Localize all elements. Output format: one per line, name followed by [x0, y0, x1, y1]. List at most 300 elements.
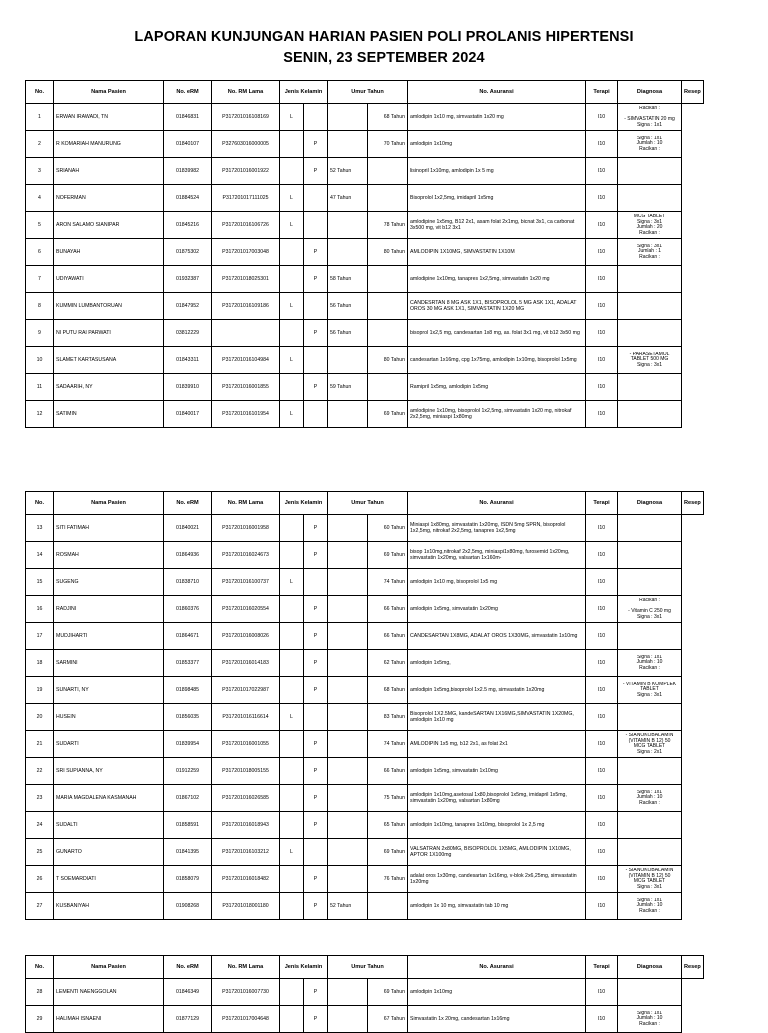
age-left	[328, 158, 368, 185]
age-right-text: 80 Tahun	[383, 249, 405, 255]
prescription	[618, 623, 682, 650]
diagnosis	[586, 839, 618, 866]
diagnosis-text: I10	[597, 552, 606, 558]
header-nama-pasien: Nama Pasien	[54, 492, 164, 515]
erm-number	[164, 542, 212, 569]
patient-name	[54, 623, 164, 650]
therapy	[408, 569, 586, 596]
erm-number-text: 01843311	[176, 357, 199, 363]
row-number-text: 21	[36, 741, 43, 747]
gender-female	[304, 596, 328, 623]
erm-number	[164, 212, 212, 239]
age-left	[328, 866, 368, 893]
prescription-text: - PARASETAMOL TABLET 500 MG Signa : 3x1	[629, 351, 670, 368]
age-left	[328, 401, 368, 428]
age-left-text: 59 Tahun	[330, 384, 352, 390]
header-jenis-kelamin: Jenis Kelamin	[280, 492, 328, 515]
erm-number-text: 01853377	[175, 660, 200, 666]
prescription-text: Signa : 1x1 Jumlah : 10 Racikan :	[636, 1010, 663, 1027]
old-rm-number-text: P317201016001958	[222, 525, 269, 531]
erm-number	[164, 239, 212, 266]
therapy	[408, 785, 586, 812]
gender-male	[280, 347, 304, 374]
patient-name-text: BUNAYAH	[56, 249, 81, 255]
old-rm-number-text: P317201016104984	[222, 357, 269, 363]
age-left	[328, 650, 368, 677]
gender-male-text: L	[290, 114, 293, 120]
diagnosis-text: I10	[597, 222, 606, 228]
gender-female-text: P	[313, 141, 318, 147]
age-left	[328, 347, 368, 374]
old-rm-number	[212, 623, 280, 650]
age-left	[328, 293, 368, 320]
erm-number	[164, 623, 212, 650]
erm-number-text: 01845216	[175, 222, 200, 228]
gender-male	[280, 401, 304, 428]
gender-female-text: P	[313, 660, 318, 666]
row-number	[26, 104, 54, 131]
diagnosis-text: I10	[597, 606, 606, 612]
therapy	[408, 320, 586, 347]
diagnosis	[586, 704, 618, 731]
age-left	[328, 374, 368, 401]
gender-female	[304, 812, 328, 839]
table-header-row	[26, 81, 704, 104]
row-number	[26, 212, 54, 239]
gender-female	[304, 212, 328, 239]
age-right-text: 74 Tahun	[383, 579, 405, 585]
age-right	[368, 839, 408, 866]
age-left	[328, 131, 368, 158]
header-resep: Resep	[682, 81, 704, 104]
patient-name-text: T SOEMARDIATI	[56, 876, 96, 882]
table-row	[26, 542, 704, 569]
patient-name	[54, 185, 164, 212]
visit-table-page-1	[25, 80, 704, 428]
row-number	[26, 374, 54, 401]
row-number-text: 20	[36, 714, 43, 720]
diagnosis-text: I10	[597, 822, 606, 828]
patient-name	[54, 785, 164, 812]
erm-number-text: 01858079	[175, 876, 200, 882]
diagnosis-text: I10	[597, 525, 606, 531]
header-no-erm: No. eRM	[164, 81, 212, 104]
diagnosis	[586, 104, 618, 131]
prescription-text: - SIANOKOBALAMIN (VITAMIN B 12) 50 MCG TABLET Signa : 2x1	[625, 733, 674, 755]
patient-name	[54, 731, 164, 758]
row-number	[26, 758, 54, 785]
row-number-text: 22	[36, 768, 43, 774]
age-right	[368, 979, 408, 1006]
therapy-text: amlodipine 1x10mg, bisoprolol 1x2,5mg, simvastatin 1x20 mg, nitrokaf 2x2,5mg, miniaspi 1x80mg	[410, 408, 572, 420]
age-right-text: 66 Tahun	[383, 633, 405, 639]
therapy	[408, 704, 586, 731]
patient-name	[54, 839, 164, 866]
old-rm-number	[212, 515, 280, 542]
diagnosis-text: I10	[597, 768, 606, 774]
patient-name	[54, 212, 164, 239]
erm-number	[164, 185, 212, 212]
age-left	[328, 893, 368, 920]
patient-name-text: ERWAN IRAWADI, TN	[56, 114, 108, 120]
therapy	[408, 758, 586, 785]
old-rm-number	[212, 677, 280, 704]
prescription	[618, 758, 682, 785]
row-number	[26, 266, 54, 293]
row-number	[26, 596, 54, 623]
age-right	[368, 785, 408, 812]
diagnosis	[586, 623, 618, 650]
erm-number-text: 01840021	[175, 525, 200, 531]
erm-number-text: 01912259	[175, 768, 200, 774]
erm-number	[164, 650, 212, 677]
age-right	[368, 866, 408, 893]
therapy	[408, 401, 586, 428]
erm-number-text: 01841395	[175, 849, 200, 855]
row-number	[26, 293, 54, 320]
row-number-text: 3	[38, 168, 41, 174]
patient-name	[54, 758, 164, 785]
gender-male	[280, 812, 304, 839]
therapy	[408, 131, 586, 158]
age-right-text: 68 Tahun	[383, 114, 405, 120]
gender-male	[280, 158, 304, 185]
age-right-text: 80 Tahun	[383, 357, 405, 363]
age-right	[368, 131, 408, 158]
table-row	[26, 374, 704, 401]
prescription	[618, 131, 682, 158]
therapy	[408, 239, 586, 266]
patient-name	[54, 239, 164, 266]
therapy	[408, 158, 586, 185]
old-rm-number	[212, 596, 280, 623]
patient-name-text: RADJINI	[56, 606, 77, 612]
header-resep: Resep	[682, 492, 704, 515]
old-rm-number	[212, 158, 280, 185]
table-row	[26, 650, 704, 677]
age-right	[368, 347, 408, 374]
patient-name-text: ROSMAH	[56, 552, 79, 558]
table-row	[26, 401, 704, 428]
old-rm-number-text: P317201018005155	[222, 768, 269, 774]
old-rm-number	[212, 812, 280, 839]
age-left	[328, 185, 368, 212]
header-nama-pasien: Nama Pasien	[54, 81, 164, 104]
table-row	[26, 212, 704, 239]
therapy-text: amlodipin 1x5mg, simvastatin 1x20mg	[410, 606, 498, 612]
old-rm-number-text: P317201017111025	[222, 195, 269, 201]
row-number-text: 7	[38, 276, 41, 282]
gender-female	[304, 650, 328, 677]
gender-male-text: L	[290, 411, 293, 417]
therapy	[408, 596, 586, 623]
age-right	[368, 185, 408, 212]
therapy-text: adalat oros 1x30mg, candesartan 1x16mg, v-blok 2x6,25mg, simvastatin 1x20mg	[410, 873, 577, 885]
prescription	[618, 596, 682, 623]
patient-name-text: SUDARTI	[56, 741, 79, 747]
gender-male	[280, 650, 304, 677]
patient-name	[54, 677, 164, 704]
old-rm-number	[212, 104, 280, 131]
prescription-text: Signa : 3x1 Jumlah : 1 Racikan :	[636, 243, 663, 260]
age-right	[368, 677, 408, 704]
therapy	[408, 623, 586, 650]
gender-female	[304, 677, 328, 704]
gender-female-text: P	[313, 276, 318, 282]
diagnosis	[586, 650, 618, 677]
age-right	[368, 758, 408, 785]
gender-male	[280, 839, 304, 866]
patient-name	[54, 266, 164, 293]
old-rm-number	[212, 347, 280, 374]
row-number-text: 11	[36, 384, 43, 390]
row-number-text: 19	[36, 687, 43, 693]
gender-female	[304, 131, 328, 158]
prescription	[618, 104, 682, 131]
erm-number	[164, 374, 212, 401]
gender-female	[304, 785, 328, 812]
gender-male	[280, 569, 304, 596]
age-left-text: 56 Tahun	[330, 303, 352, 309]
erm-number-text: 01867102	[175, 795, 200, 801]
patient-name	[54, 347, 164, 374]
row-number	[26, 158, 54, 185]
gender-female	[304, 320, 328, 347]
row-number-text: 2	[38, 141, 41, 147]
gender-male-text: L	[290, 303, 293, 309]
patient-name-text: NI PUTU RAI PARWATI	[56, 330, 111, 336]
patient-name-text: SATIMIN	[56, 411, 77, 417]
erm-number-text: 01840107	[175, 141, 200, 147]
age-left	[328, 596, 368, 623]
header-umur-tahun: Umur Tahun	[328, 956, 408, 979]
age-right	[368, 812, 408, 839]
gender-female	[304, 704, 328, 731]
gender-female-text: P	[313, 633, 318, 639]
old-rm-number-text: P317201016101954	[222, 411, 269, 417]
diagnosis	[586, 596, 618, 623]
age-left	[328, 677, 368, 704]
diagnosis-text: I10	[597, 357, 606, 363]
erm-number-text: 01877129	[175, 1016, 200, 1022]
row-number	[26, 1006, 54, 1033]
row-number	[26, 979, 54, 1006]
row-number-text: 8	[38, 303, 41, 309]
diagnosis	[586, 758, 618, 785]
row-number-text: 15	[36, 579, 43, 585]
age-left	[328, 785, 368, 812]
prescription-text: Signa : 1x1 Jumlah : 10 Racikan :	[636, 789, 663, 806]
row-number	[26, 515, 54, 542]
therapy-text: lisinopril 1x10mg, amlodipin 1x 5 mg	[410, 168, 494, 174]
prescription	[618, 266, 682, 293]
age-right	[368, 293, 408, 320]
erm-number	[164, 401, 212, 428]
prescription-text: Signa : 1x1 Jumlah : 10 Racikan :	[636, 135, 663, 152]
old-rm-number	[212, 212, 280, 239]
erm-number	[164, 131, 212, 158]
erm-number	[164, 596, 212, 623]
gender-female-text: P	[313, 1016, 318, 1022]
row-number-text: 23	[36, 795, 43, 801]
age-left	[328, 839, 368, 866]
erm-number	[164, 731, 212, 758]
header-no: No.	[26, 81, 54, 104]
patient-name-text: GUNARTO	[56, 849, 82, 855]
diagnosis-text: I10	[597, 195, 606, 201]
visit-table-page-3	[25, 955, 704, 1033]
header-jenis-kelamin: Jenis Kelamin	[280, 81, 328, 104]
row-number	[26, 569, 54, 596]
therapy	[408, 812, 586, 839]
gender-male	[280, 1006, 304, 1033]
old-rm-number	[212, 893, 280, 920]
old-rm-number	[212, 374, 280, 401]
old-rm-number	[212, 839, 280, 866]
diagnosis	[586, 731, 618, 758]
gender-male	[280, 515, 304, 542]
age-left	[328, 542, 368, 569]
old-rm-number-text: P317201018025301	[222, 276, 269, 282]
age-left	[328, 320, 368, 347]
old-rm-number-text: P317201018001180	[222, 903, 269, 909]
old-rm-number-text: P317201016018482	[222, 876, 269, 882]
gender-male	[280, 596, 304, 623]
header-resep: Resep	[682, 956, 704, 979]
row-number-text: 29	[36, 1016, 43, 1022]
patient-name	[54, 542, 164, 569]
patient-name	[54, 569, 164, 596]
table-row	[26, 812, 704, 839]
old-rm-number-text: P317201016116614	[222, 714, 269, 720]
age-left	[328, 104, 368, 131]
gender-male	[280, 704, 304, 731]
old-rm-number-text: P317201016108169	[222, 114, 269, 120]
therapy-text: Bisoprolol 1X2.5MG, kandeSARTAN 1X16MG,SIMVASTATIN 1X20MG, amlodipin 1x10 mg	[410, 711, 574, 723]
header-terapi: Terapi	[586, 956, 618, 979]
patient-name-text: SRIANAH	[56, 168, 80, 174]
table-row	[26, 731, 704, 758]
old-rm-number	[212, 239, 280, 266]
header-no-asuransi: No. Asuransi	[408, 956, 586, 979]
prescription	[618, 979, 682, 1006]
age-right-text: 67 Tahun	[383, 1016, 405, 1022]
erm-number	[164, 104, 212, 131]
row-number	[26, 542, 54, 569]
therapy	[408, 1006, 586, 1033]
header-no-erm: No. eRM	[164, 492, 212, 515]
diagnosis-text: I10	[597, 633, 606, 639]
old-rm-number	[212, 266, 280, 293]
therapy-text: amlodipin 1x10mg,asetosal 1x80,bisoprolol 1x5mg, imidapril 1x5mg, simvastatin 1x20mg, valsartan 1x80mg	[410, 792, 567, 804]
row-number-text: 24	[36, 822, 43, 828]
old-rm-number-text: P317201016014183	[222, 660, 269, 666]
old-rm-number-text: P317201017022987	[222, 687, 269, 693]
gender-female	[304, 515, 328, 542]
row-number-text: 14	[36, 552, 43, 558]
old-rm-number	[212, 293, 280, 320]
age-right	[368, 320, 408, 347]
age-right	[368, 401, 408, 428]
prescription	[618, 515, 682, 542]
gender-female-text: P	[313, 795, 318, 801]
diagnosis-text: I10	[597, 330, 606, 336]
gender-female-text: P	[313, 384, 318, 390]
therapy-text: amlodipin 1x10mg	[410, 989, 453, 995]
gender-male	[280, 212, 304, 239]
erm-number-text: 01838710	[175, 579, 200, 585]
age-right-text: 83 Tahun	[383, 714, 405, 720]
erm-number-text: 03812229	[175, 330, 200, 336]
patient-name-text: SUNARTI, NY	[56, 687, 89, 693]
age-left	[328, 812, 368, 839]
diagnosis	[586, 293, 618, 320]
therapy-text: amlodipin 1x10 mg, simvastatin 1x20 mg	[410, 114, 504, 120]
erm-number	[164, 785, 212, 812]
patient-name-text: HALIMAH ISNAENI	[56, 1016, 102, 1022]
age-right	[368, 650, 408, 677]
report-title: LAPORAN KUNJUNGAN HARIAN PASIEN POLI PROLANIS HIPERTENSI	[134, 29, 634, 45]
gender-male	[280, 785, 304, 812]
gender-male	[280, 131, 304, 158]
prescription	[618, 650, 682, 677]
patient-name	[54, 293, 164, 320]
gender-female	[304, 293, 328, 320]
age-right-text: 70 Tahun	[383, 141, 405, 147]
old-rm-number	[212, 758, 280, 785]
age-right	[368, 704, 408, 731]
erm-number-text: 01860376	[175, 606, 200, 612]
prescription	[618, 542, 682, 569]
patient-name-text: ARON SALAMO SIANIPAR	[56, 222, 120, 228]
therapy	[408, 542, 586, 569]
prescription	[618, 677, 682, 704]
age-right-text: 69 Tahun	[383, 849, 405, 855]
age-right-text: 69 Tahun	[383, 411, 405, 417]
patient-name	[54, 650, 164, 677]
diagnosis-text: I10	[597, 660, 606, 666]
age-right-text: 69 Tahun	[383, 552, 405, 558]
therapy-text: Bisoprolol 1x2,5mg, imidapril 1x5mg	[410, 195, 494, 201]
prescription	[618, 293, 682, 320]
gender-female-text: P	[313, 768, 318, 774]
erm-number-text: 01864936	[175, 552, 200, 558]
patient-name-text: SUDALTI	[56, 822, 78, 828]
therapy-text: amlodipine 1x5mg, B12 2x1, asam folat 2x1mg, bicnat 3x1, ca carbonat 3x500 mg, vit b12 3x1	[410, 219, 575, 231]
age-left-text: 58 Tahun	[330, 276, 352, 282]
prescription	[618, 185, 682, 212]
gender-female	[304, 893, 328, 920]
diagnosis	[586, 347, 618, 374]
therapy	[408, 104, 586, 131]
age-right-text: 69 Tahun	[383, 989, 405, 995]
old-rm-number-text: P317201016018943	[222, 822, 269, 828]
prescription-text: Signa : 1x1 Jumlah : 10 Racikan :	[636, 897, 663, 914]
diagnosis	[586, 131, 618, 158]
gender-female-text: P	[313, 989, 318, 995]
prescription	[618, 866, 682, 893]
header-no-asuransi: No. Asuransi	[408, 492, 586, 515]
diagnosis	[586, 569, 618, 596]
gender-female	[304, 569, 328, 596]
row-number-text: 25	[36, 849, 43, 855]
diagnosis	[586, 374, 618, 401]
patient-name	[54, 596, 164, 623]
old-rm-number	[212, 542, 280, 569]
diagnosis	[586, 893, 618, 920]
header-nama-pasien: Nama Pasien	[54, 956, 164, 979]
erm-number-text: 01858591	[175, 822, 200, 828]
